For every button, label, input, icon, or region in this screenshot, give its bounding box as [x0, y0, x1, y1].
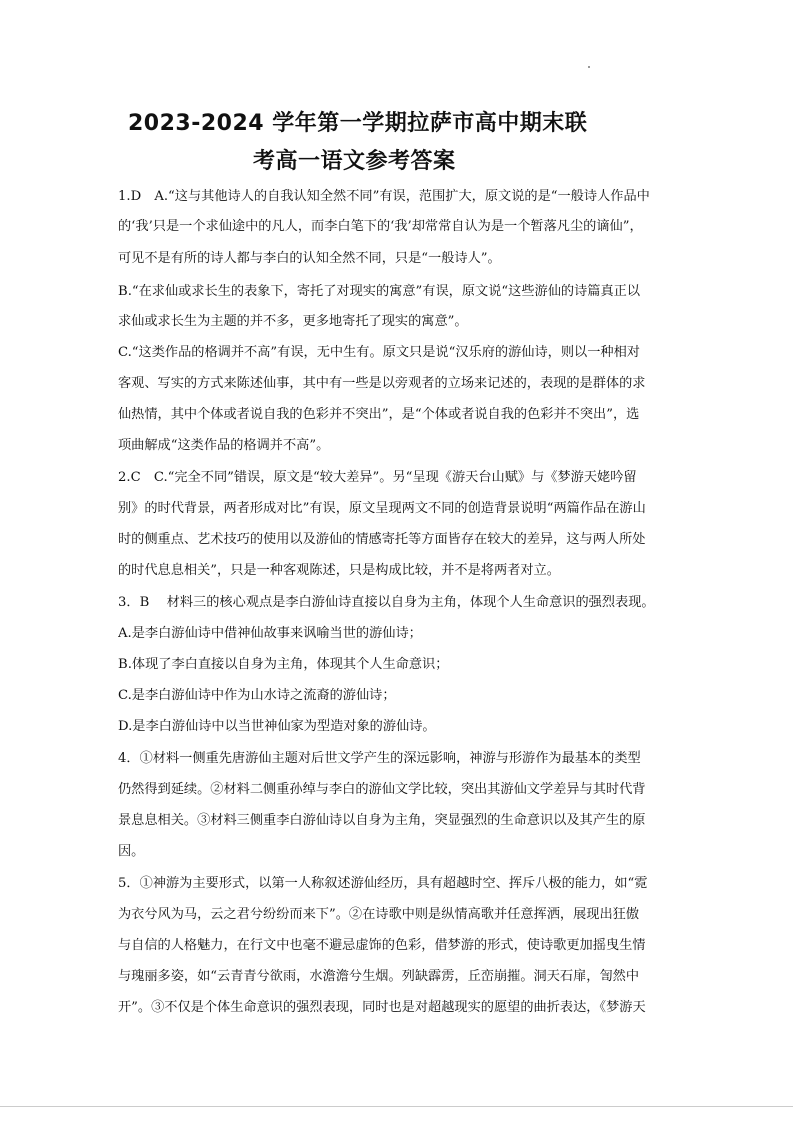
text-line: 的时代息息相关”，只是一种客观陈述，只是构成比较，并不是将两者对立。 — [118, 563, 560, 578]
text-line: 为衣兮风为马，云之君兮纷纷而来下”。②在诗歌中则是纵情高歌并任意挥洒，展现出狂傲 — [118, 907, 640, 922]
text-line: 时的侧重点、艺术技巧的使用以及游仙的情感寄托等方面皆存在较大的差异，这与两人所处 — [118, 532, 646, 547]
text-line: 客观、写实的方式来陈述仙事，其中有一些是以旁观者的立场来记述的，表现的是群体的求 — [118, 376, 646, 391]
text-line: B.体现了李白直接以自身为主角，体现其个人生命意识； — [118, 657, 449, 672]
text-line: 与瑰丽多姿，如“云青青兮欲雨，水澹澹兮生烟。列缺霹雳，丘峦崩摧。洞天石扉，訇然中 — [118, 969, 640, 984]
text-line: A.是李白游仙诗中借神仙故事来讽喻当世的游仙诗； — [118, 626, 422, 641]
text-line: 3．B 材料三的核心观点是李白游仙诗直接以自身为主角，体现个人生命意识的强烈表现。 — [118, 595, 655, 610]
scan-speck — [588, 66, 590, 68]
text-line: 仙热情，其中个体或者说自我的色彩并不突出”，是“个体或者说自我的色彩并不突出”，选 — [118, 407, 640, 422]
text-line: 求仙或求长生为主题的并不多，更多地寄托了现实的寓意”。 — [118, 314, 468, 329]
text-line: D.是李白游仙诗中以当世神仙家为型造对象的游仙诗。 — [118, 719, 436, 734]
text-line: 景息息相关。③材料三侧重李白游仙诗以自身为主角，突显强烈的生命意识以及其产生的原 — [118, 813, 646, 828]
text-line: 可见不是有所的诗人都与李白的认知全然不同，只是“一般诗人”。 — [118, 251, 501, 266]
text-line: 别》的时代背景，两者形成对比”有误，原文呈现两文不同的创造背景说明“两篇作品在游山 — [118, 501, 646, 516]
text-line: 因。 — [118, 844, 145, 859]
doc-title-line-1: 2023-2024 学年第一学期拉萨市高中期末联 — [128, 111, 588, 136]
text-line: 仍然得到延续。②材料二侧重孙绰与李白的游仙文学比较，突出其游仙文学差异与其时代背 — [118, 782, 646, 797]
text-line: C.是李白游仙诗中作为山水诗之流裔的游仙诗； — [118, 688, 396, 703]
text-line: 与自信的人格魅力，在行文中也毫不避忌虚饰的色彩，借梦游的形式，使诗歌更加摇曳生情 — [118, 938, 646, 953]
doc-title-line-2: 考高一语文参考答案 — [253, 149, 456, 174]
text-line: 项曲解成“这类作品的格调并不高”。 — [118, 438, 330, 453]
text-line: 开”。③不仅是个体生命意识的强烈表现，同时也是对超越现实的愿望的曲折表达，《梦游天 — [118, 1000, 646, 1015]
text-line: 2.C C.“完全不同”错误，原文是“较大差异”。另“呈现《游天台山赋》与《梦游天姥吟留 — [118, 470, 637, 485]
text-line: 的‘我’只是一个求仙途中的凡人，而李白笔下的‘我’却常常自认为是一个暂落凡尘的谪仙”， — [118, 219, 643, 234]
text-line: 4．①材料一侧重先唐游仙主题对后世文学产生的深远影响，神游与形游作为最基本的类型 — [118, 751, 641, 766]
text-line: C.“这类作品的格调并不高”有误，无中生有。原文只是说“汉乐府的游仙诗，则以一种相对 — [118, 345, 640, 360]
page-bottom-rule — [0, 1106, 793, 1107]
text-line: 1.D A.“这与其他诗人的自我认知全然不同”有误，范围扩大，原文说的是“一般诗人作品中 — [118, 189, 650, 204]
text-line: B.“在求仙或求长生的表象下，寄托了对现实的寓意”有误，原文说“这些游仙的诗篇真正以 — [118, 284, 641, 299]
text-line: 5．①神游为主要形式，以第一人称叙述游仙经历，具有超越时空、挥斥八极的能力，如“霓 — [118, 876, 648, 891]
